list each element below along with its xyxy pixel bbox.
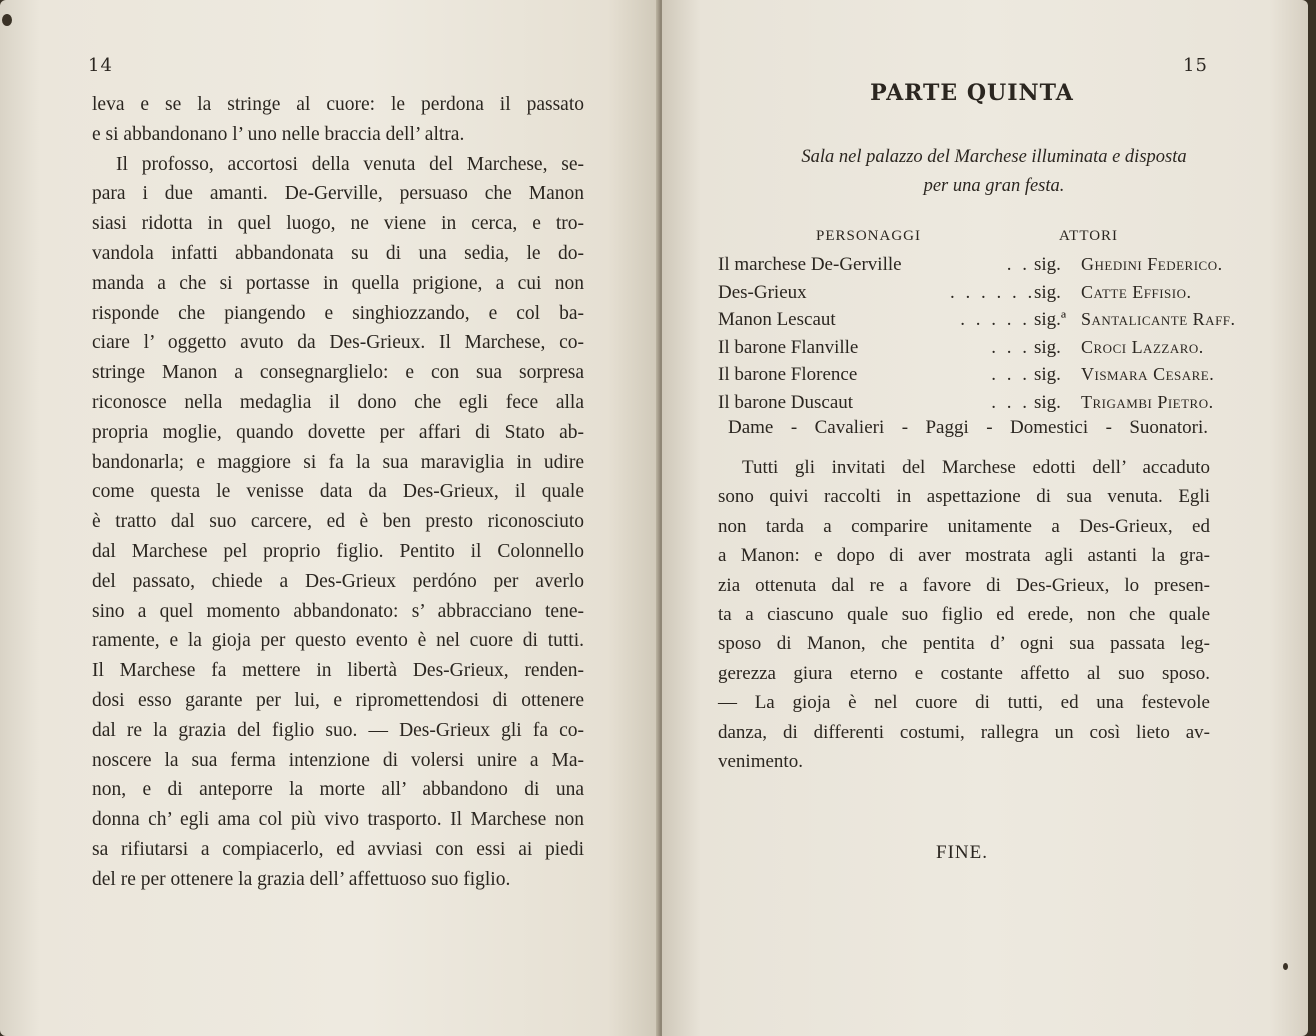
text-line: propria moglie, quando dovette per affari di Stato ab- <box>92 421 584 443</box>
text-line: sono quivi raccolti in aspettazione di sua venuta. Egli <box>718 486 1210 508</box>
text-line: ciare l’ oggetto avuto da Des-Grieux. Il Marchese, co- <box>92 332 584 354</box>
section-heading: PARTE QUINTA <box>870 80 1074 106</box>
cast-role: Il barone Florence <box>718 364 858 386</box>
text-line: sa rifiutarsi a compiacerlo, ed avviasi con essi ai piedi <box>92 838 584 860</box>
cast-row <box>718 306 1236 334</box>
cast-actor: Santalicante Raff. <box>1081 309 1236 330</box>
text-line: del re per ottenere la grazia dell’ affettuoso suo figlio. <box>92 868 511 890</box>
text-line: e si abbandonano l’ uno nelle braccia dell’ altra. <box>92 123 465 145</box>
text-line: riconosce nella medaglia il dono che egli fece alla <box>92 391 584 413</box>
text-line: venimento. <box>718 750 803 772</box>
right-page <box>662 0 1308 1036</box>
text-line: — La gioja è nel cuore di tutti, ed una festevole <box>718 692 1210 714</box>
text-line: leva e se la stringe al cuore: le perdona il passato <box>92 94 584 115</box>
text-line: Il Marchese fa mettere in libertà Des-Grieux, renden- <box>92 660 584 682</box>
cast-row <box>718 389 1218 417</box>
text-line: stringe Manon a consegnarglielo: e con sua sorpresa <box>92 362 584 384</box>
text-line: zia ottenuta dal re a favore di Des-Grieux, lo presen- <box>718 574 1210 596</box>
text-line: Il profosso, accortosi della venuta del Marchese, se- <box>116 153 584 175</box>
text-line: noscere la sua ferma intenzione di volersi unire a Ma- <box>92 749 584 771</box>
text-line: a Manon: e dopo di aver mostrata agli astanti la gra- <box>718 545 1210 567</box>
text-line: del passato, chiede a Des-Grieux perdóno per averlo <box>92 570 584 592</box>
cast-list <box>718 251 1236 417</box>
paper-speck <box>1283 963 1288 970</box>
text-line: sino a quel momento abbandonato: s’ abbracciano tene- <box>92 600 584 622</box>
cast-sig: sig. <box>1034 364 1061 386</box>
left-page-body <box>92 90 584 895</box>
text-line: dal Marchese pel proprio figlio. Pentito il Colonnello <box>92 540 584 562</box>
cast-sig: sig. <box>1034 391 1061 413</box>
text-line: ramente, e la gioja per questo evento è nel cuore di tutti. <box>92 630 584 652</box>
cast-actor: Vismara Cesare. <box>1081 364 1215 385</box>
cast-leader-dots: . . . . . . <box>950 281 1036 303</box>
cast-sig: sig.ª <box>1034 309 1067 331</box>
text-line: è tratto dal suo carcere, ed è ben presto riconosciuto <box>92 511 584 533</box>
cast-leader-dots: . . <box>1006 254 1030 275</box>
cast-actor: Croci Lazzaro. <box>1081 336 1204 357</box>
text-line: ta a ciascuno quale suo figlio ed erede, non che quale <box>718 603 1210 625</box>
cast-actor: Trigambi Pietro. <box>1081 391 1214 412</box>
text-line: come questa le venisse data da Des-Grieux, il quale <box>92 481 584 503</box>
text-line: dal re la grazia del figlio suo. — Des-Grieux gli fa co- <box>92 719 584 741</box>
text-line: gerezza giura eterno e costante affetto al suo sposo. <box>718 662 1210 684</box>
cast-row <box>718 251 1223 279</box>
scene-line: Sala nel palazzo del Marchese illuminata e disposta <box>801 147 1187 167</box>
cast-sig: sig. <box>1034 336 1061 358</box>
ensemble-line: Dame - Cavalieri - Paggi - Domestici - Suonatori. <box>728 417 1208 438</box>
text-line: danza, di differenti costumi, rallegra un così lieto av- <box>718 721 1210 743</box>
cast-actor: Ghedini Federico. <box>1081 254 1223 274</box>
text-line: Tutti gli invitati del Marchese edotti dell’ accaduto <box>742 457 1210 478</box>
cast-sig: sig. <box>1034 281 1061 303</box>
paper-speck <box>2 14 12 26</box>
cast-role: Il barone Duscaut <box>718 391 854 413</box>
text-line: risponde che piangendo e singhiozzando, e col ba- <box>92 302 584 324</box>
cast-header-attori: ATTORI <box>1059 228 1119 244</box>
text-line: donna ch’ egli ama col più vivo trasporto. Il Marchese non <box>92 809 584 831</box>
text-line: non tarda a comparire unitamente a Des-Grieux, ed <box>718 515 1210 537</box>
cast-row <box>718 279 1218 307</box>
cast-leader-dots: . . . <box>991 391 1030 413</box>
scene-line: per una gran festa. <box>923 176 1065 196</box>
cast-header-personaggi: PERSONAGGI <box>816 228 922 244</box>
cast-actor: Catte Effisio. <box>1081 281 1192 302</box>
text-line: manda a che si portasse in quella prigione, a cui non <box>92 272 584 294</box>
text-line: bandonarla; e maggiore si fa la sua maraviglia in udire <box>92 451 584 473</box>
cast-sig: sig. <box>1034 254 1061 275</box>
text-line: para i due amanti. De-Gerville, persuaso che Manon <box>92 183 584 205</box>
cast-row <box>718 361 1218 389</box>
cast-role: Manon Lescaut <box>718 309 836 331</box>
text-line: vandola infatti abbandonata su di una sedia, le do- <box>92 242 584 264</box>
cast-role: Il barone Flanville <box>718 336 859 358</box>
right-page-body <box>718 453 1210 776</box>
text-line: non, e di anteporre la morte all’ abbandono di una <box>92 779 584 801</box>
page-number: 15 <box>1183 55 1208 76</box>
scene-description <box>722 143 1266 201</box>
text-line: sposo di Manon, che pentita d’ ogni sua passata leg- <box>718 633 1210 655</box>
page-number: 14 <box>88 55 113 76</box>
cast-leader-dots: . . . <box>991 336 1030 358</box>
cast-role: Des-Grieux <box>718 281 807 303</box>
cast-leader-dots: . . . . . <box>960 309 1030 331</box>
text-line: dosi esso garante per lui, e ripromettendosi di ottenere <box>92 689 584 711</box>
end-mark: FINE. <box>936 842 988 863</box>
cast-role: Il marchese De-Gerville <box>718 254 902 275</box>
cast-leader-dots: . . . <box>991 364 1030 386</box>
text-line: siasi ridotta in quel luogo, ne viene in cerca, e tro- <box>92 213 584 235</box>
cast-row <box>718 334 1218 362</box>
